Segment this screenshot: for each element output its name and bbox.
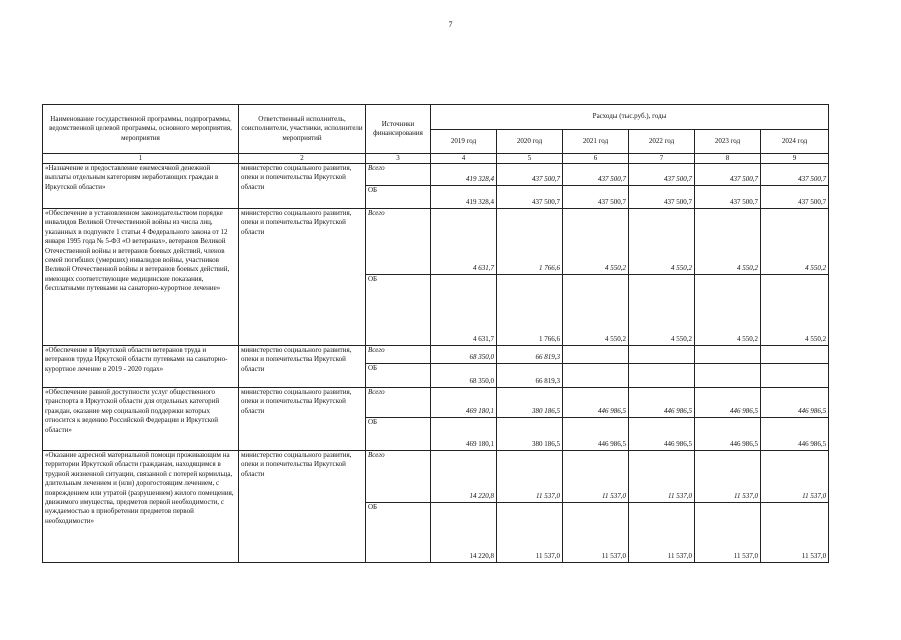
- total-value: 4 550,2: [695, 209, 761, 275]
- ob-value: 446 986,5: [761, 418, 829, 451]
- source-total-label: Всего: [366, 388, 431, 418]
- total-value: 437 500,7: [761, 164, 829, 186]
- measure-total-row: [43, 209, 829, 275]
- ob-value: 11 537,0: [497, 503, 563, 563]
- measure-executor: министерство социального развития, опеки и попечительства Иркутской области: [239, 209, 366, 346]
- total-value: 4 550,2: [563, 209, 629, 275]
- total-value: 66 819,3: [497, 346, 563, 364]
- header-year: 2022 год: [629, 130, 695, 154]
- total-value: 14 220,8: [431, 451, 497, 503]
- measure-name: «Обеспечение в установленном законодательством порядке инвалидов Великой Отечественной войны из числа лиц, указанных в подпункте 1 статьи 4 Федерального закона от 12 января 1995 года № 5-ФЗ «О ветеранах», ветеранов Великой Отечественной войны и ветеранов боевых действий, членов семей погибших (умерших) инвалидов войны, участников Великой Отечественной войны и ветеранов боевых действий, имеющих соответствующие медицинские показания, бесплатными путевками на санаторно-курортное лечение»: [43, 209, 239, 346]
- header-expenses: Расходы (тыс.руб.), годы: [431, 105, 829, 130]
- total-value: 446 986,5: [695, 388, 761, 418]
- ob-value: 446 986,5: [563, 418, 629, 451]
- ob-value: 14 220,8: [431, 503, 497, 563]
- ob-value: 437 500,7: [563, 186, 629, 209]
- ob-value: 68 350,0: [431, 364, 497, 388]
- total-value: [629, 346, 695, 364]
- ob-value: 11 537,0: [761, 503, 829, 563]
- total-value: 11 537,0: [761, 451, 829, 503]
- source-ob-label: ОБ: [366, 418, 431, 451]
- source-total-label: Всего: [366, 164, 431, 186]
- total-value: [563, 346, 629, 364]
- total-value: 469 180,1: [431, 388, 497, 418]
- total-value: 11 537,0: [695, 451, 761, 503]
- header-source: Источники финансирования: [366, 105, 431, 154]
- ob-value: 419 328,4: [431, 186, 497, 209]
- total-value: 4 631,7: [431, 209, 497, 275]
- total-value: 437 500,7: [563, 164, 629, 186]
- source-total-label: Всего: [366, 346, 431, 364]
- total-value: 4 550,2: [761, 209, 829, 275]
- total-value: 11 537,0: [497, 451, 563, 503]
- column-number: 2: [239, 154, 366, 164]
- total-value: 419 328,4: [431, 164, 497, 186]
- measure-name: «Обеспечение в Иркутской области ветеранов труда и ветеранов труда Иркутской области путевками на санаторно-курортное лечение в 2019 - 2020 годах»: [43, 346, 239, 388]
- measure-executor: министерство социального развития, опеки и попечительства Иркутской области: [239, 164, 366, 209]
- total-value: 380 186,5: [497, 388, 563, 418]
- ob-value: [695, 364, 761, 388]
- column-number: 8: [695, 154, 761, 164]
- column-number: 9: [761, 154, 829, 164]
- total-value: 11 537,0: [563, 451, 629, 503]
- column-number-row: [43, 154, 829, 164]
- ob-value: 1 766,6: [497, 275, 563, 346]
- header-executor: Ответственный исполнитель, соисполнители, участники, исполнители мероприятий: [239, 105, 366, 154]
- measure-executor: министерство социального развития, опеки и попечительства Иркутской области: [239, 388, 366, 451]
- total-value: 446 986,5: [563, 388, 629, 418]
- total-value: 68 350,0: [431, 346, 497, 364]
- measure-name: «Назначение и предоставление ежемесячной денежной выплаты отдельным категориям неработающих граждан в Иркутской области»: [43, 164, 239, 209]
- measure-total-row: [43, 346, 829, 364]
- ob-value: [563, 364, 629, 388]
- measure-executor: министерство социального развития, опеки и попечительства Иркутской области: [239, 346, 366, 388]
- page-number: 7: [448, 20, 453, 29]
- ob-value: 4 550,2: [629, 275, 695, 346]
- measure-total-row: [43, 388, 829, 418]
- total-value: 11 537,0: [629, 451, 695, 503]
- header-name: Наименование государственной программы, подпрограммы, ведомственной целевой программы, основного мероприятия, мероприятия: [43, 105, 239, 154]
- ob-value: 4 631,7: [431, 275, 497, 346]
- column-number: 1: [43, 154, 239, 164]
- ob-value: [761, 364, 829, 388]
- ob-value: 4 550,2: [563, 275, 629, 346]
- ob-value: [629, 364, 695, 388]
- header-year: 2021 год: [563, 130, 629, 154]
- column-number: 3: [366, 154, 431, 164]
- ob-value: 446 986,5: [695, 418, 761, 451]
- column-number: 6: [563, 154, 629, 164]
- ob-value: 11 537,0: [695, 503, 761, 563]
- measure-executor: министерство социального развития, опеки и попечительства Иркутской области: [239, 451, 366, 563]
- total-value: 437 500,7: [497, 164, 563, 186]
- total-value: [761, 346, 829, 364]
- header-year: 2020 год: [497, 130, 563, 154]
- source-ob-label: ОБ: [366, 186, 431, 209]
- measure-total-row: [43, 451, 829, 503]
- source-ob-label: ОБ: [366, 275, 431, 346]
- header-year: 2024 год: [761, 130, 829, 154]
- ob-value: 380 186,5: [497, 418, 563, 451]
- header-year: 2023 год: [695, 130, 761, 154]
- ob-value: 4 550,2: [695, 275, 761, 346]
- ob-value: 446 986,5: [629, 418, 695, 451]
- total-value: 446 986,5: [629, 388, 695, 418]
- ob-value: 4 550,2: [761, 275, 829, 346]
- total-value: 437 500,7: [695, 164, 761, 186]
- total-value: 437 500,7: [629, 164, 695, 186]
- ob-value: 469 180,1: [431, 418, 497, 451]
- ob-value: 11 537,0: [629, 503, 695, 563]
- total-value: 4 550,2: [629, 209, 695, 275]
- column-number: 7: [629, 154, 695, 164]
- measure-name: «Оказание адресной материальной помощи проживающим на территории Иркутской области гражданам, находящимся в трудной жизненной ситуации, связанной с потерей кормильца, длительным лечением и (или) дорогостоящим лечением, с повреждением или утратой (разрушением) жилого помещения, движимого имущества, предметов первой необходимости, с нуждаемостью в приобретении предметов первой необходимости»: [43, 451, 239, 563]
- ob-value: 66 819,3: [497, 364, 563, 388]
- measure-name: «Обеспечение равной доступности услуг общественного транспорта в Иркутской области для отдельных категорий граждан, оказание мер социальной поддержки которых относится к ведению Российской Федерации и Иркутской области»: [43, 388, 239, 451]
- total-value: 1 766,6: [497, 209, 563, 275]
- ob-value: 437 500,7: [497, 186, 563, 209]
- source-ob-label: ОБ: [366, 364, 431, 388]
- header-year: 2019 год: [431, 130, 497, 154]
- source-total-label: Всего: [366, 209, 431, 275]
- total-value: 446 986,5: [761, 388, 829, 418]
- ob-value: 437 500,7: [761, 186, 829, 209]
- ob-value: 437 500,7: [695, 186, 761, 209]
- ob-value: 11 537,0: [563, 503, 629, 563]
- measure-total-row: [43, 164, 829, 186]
- total-value: [695, 346, 761, 364]
- source-total-label: Всего: [366, 451, 431, 503]
- expenses-table: [42, 104, 829, 563]
- column-number: 4: [431, 154, 497, 164]
- column-number: 5: [497, 154, 563, 164]
- ob-value: 437 500,7: [629, 186, 695, 209]
- source-ob-label: ОБ: [366, 503, 431, 563]
